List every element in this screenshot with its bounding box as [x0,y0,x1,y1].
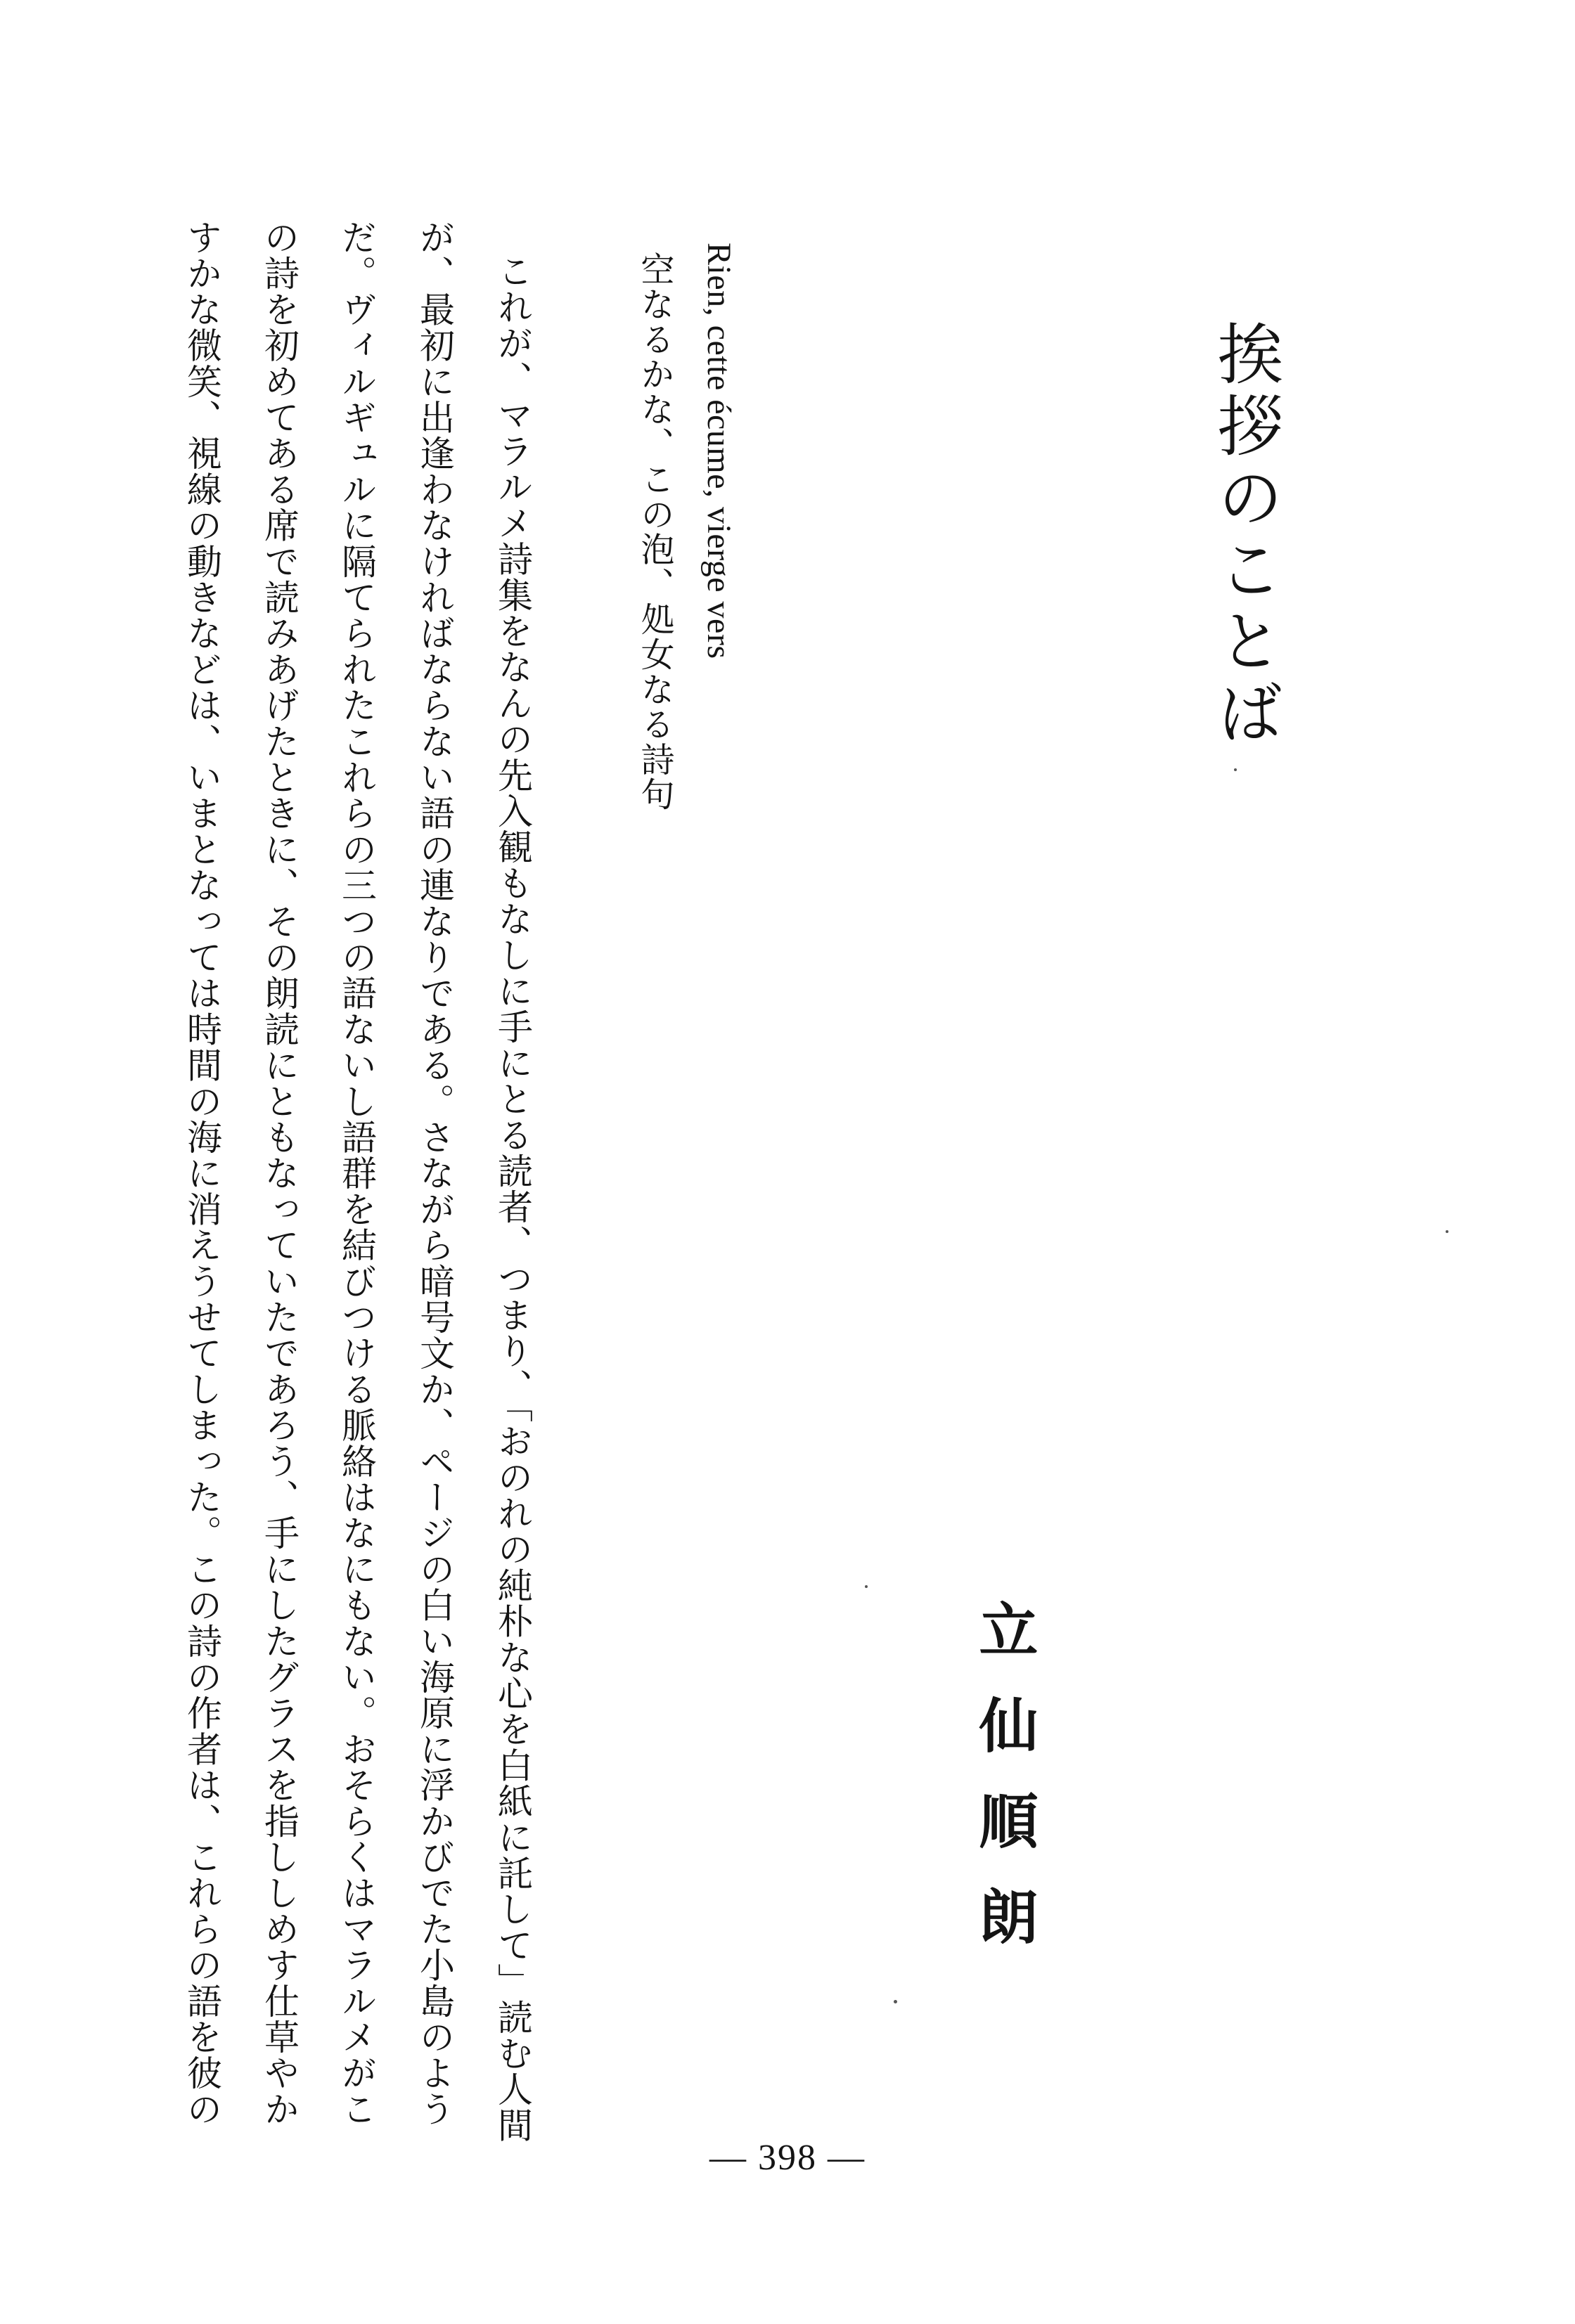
body-line: これが、マラルメ詩集をなんの先入観もなしに手にとる読者、つまり、「おのれの純朴な心を白紙に託して」読む人間 [492,253,533,2143]
page-number: — 398 — [709,2138,866,2178]
scan-speck [1446,1230,1448,1233]
epigraph-french: Rien, cette écume, vierge vers [700,243,738,659]
scan-speck [1234,768,1237,771]
scan-speck [894,2000,897,2003]
page-title: 挨拶のことば [1206,320,1282,750]
body-line: だ。ヴィルギュルに隔てられたこれらの三つの語ないし語群を結びつける脈絡はなにもない。おそらくはマラルメがこ [336,219,377,2127]
body-line: が、最初に出逢わなければならない語の連なりである。さながら暗号文か、ページの白い海原に浮かびでた小島のよう [414,219,455,2127]
body-line: の詩を初めてある席で読みあげたときに、その朗読にともなっていたであろう、手にしたグラスを指ししめす仕草やか [259,219,300,2127]
scan-speck [865,1585,868,1588]
body-line: すかな微笑、視線の動きなどは、いまとなっては時間の海に消えうせてしまった。この詩の作者は、これらの語を彼の [181,219,222,2127]
epigraph-japanese: 空なるかな、この泡、処女なる詩句 [635,252,674,812]
author-name: 立仙順朗 [970,1599,1039,1982]
